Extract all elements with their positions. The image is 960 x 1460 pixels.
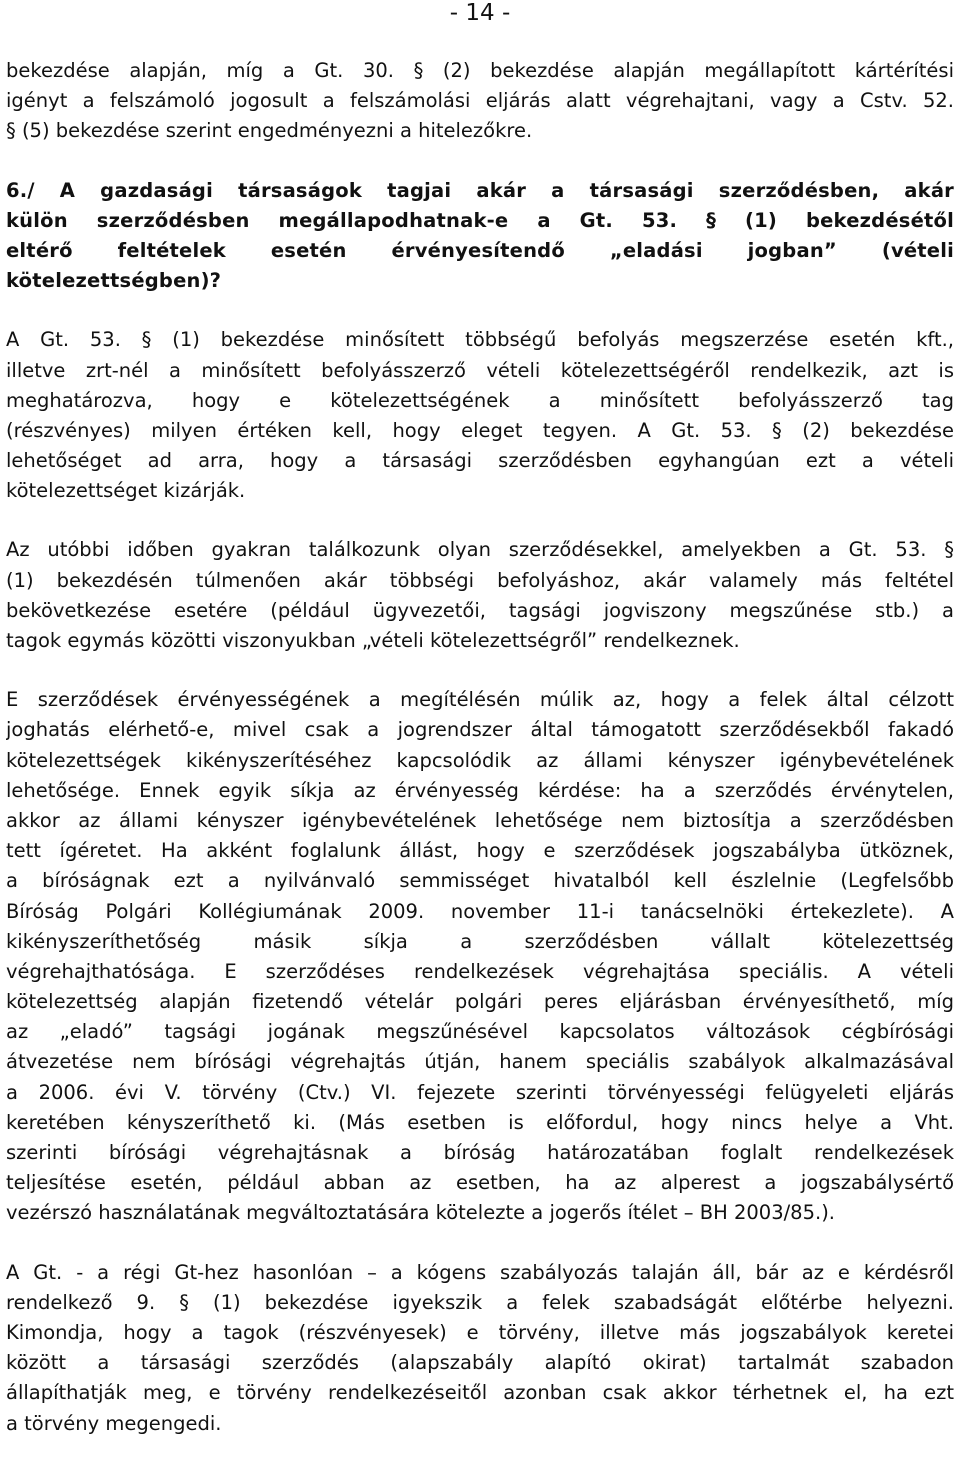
text-line: vezérszó használatának megváltoztatására kötelezte a jogerős ítélet – BH 2003/85.). — [6, 1201, 835, 1225]
text-line: tett ígéretet. Ha akként foglalunk állást, hogy e szerződések jogszabályba ütköznek, — [6, 839, 954, 863]
question-heading — [6, 176, 954, 297]
text-line: bekövetkezése esetére (például ügyvezetői, tagsági jogviszony megszűnése stb.) a — [6, 598, 954, 622]
text-line: kötelezettséget kizárják. — [6, 479, 246, 503]
text-line: az „eladó” tagsági jogának megszűnésével kapcsolatos változások cégbírósági — [6, 1020, 954, 1044]
text-line: szerinti bírósági végrehajtásnak a bíróság határozatában foglalt rendelkezések — [6, 1141, 954, 1164]
text-line: illetve zrt-nél a minősített befolyásszerző vételi kötelezettségéről rendelkezik, azt is — [6, 358, 954, 382]
text-line: a törvény megengedi. — [6, 1411, 222, 1435]
text-line: rendelkező 9. § (1) bekezdése igyekszik a felek szabadságát előtérbe helyezni. — [6, 1290, 954, 1314]
text-line: joghatás elérhető-e, mivel csak a jogrendszer által támogatott szerződésekből fakadó — [6, 718, 954, 742]
text-line: kikényszeríthetőség másik síkja a szerződésben vállalt kötelezettség — [6, 929, 954, 953]
paragraph — [6, 535, 954, 656]
text-line: között a társasági szerződés (alapszabály alapító okirat) tartalmát szabadon — [6, 1351, 954, 1375]
text-line: § (5) bekezdése szerint engedményezni a hitelezőkre. — [6, 119, 533, 143]
text-line: tagok egymás közötti viszonyukban „vételi kötelezettségről” rendelkeznek. — [6, 629, 740, 652]
text-line: (részvényes) milyen értéken kell, hogy eleget tegyen. A Gt. 53. § (2) bekezdése — [6, 418, 954, 442]
paragraph-gap — [6, 1229, 954, 1258]
paragraph — [6, 325, 954, 506]
text-line: végrehajthatósága. E szerződéses rendelkezések végrehajtása speciális. A vételi — [6, 959, 954, 983]
text-line: bekezdése alapján, míg a Gt. 30. § (2) bekezdése alapján megállapított kártérítési — [6, 59, 954, 82]
text-line: teljesítése esetén, például abban az esetben, ha az alperest a jogszabálysértő — [6, 1171, 954, 1195]
text-line: keretében kényszeríthető ki. (Más esetben is előfordul, hogy nincs helye a Vht. — [6, 1110, 954, 1134]
text-line: kötelezettségben)? — [6, 269, 222, 293]
text-line: lehetőséget ad arra, hogy a társasági szerződésben egyhangúan ezt a vételi — [6, 449, 954, 473]
paragraph — [6, 1258, 954, 1439]
text-line: eltérő feltételek esetén érvényesítendő „eladási jogban” (vételi — [6, 238, 954, 262]
paragraph — [6, 56, 954, 147]
paragraph-gap — [6, 656, 954, 685]
text-line: meghatározva, hogy e kötelezettségének a minősített befolyásszerző tag — [6, 388, 954, 412]
text-line: A Gt. 53. § (1) bekezdése minősített többségű befolyás megszerzése esetén kft., — [6, 328, 954, 352]
text-line: átvezetése nem bírósági végrehajtás útján, hanem speciális szabályok alkalmazásával — [6, 1050, 954, 1074]
paragraph-gap — [6, 506, 954, 535]
text-line: Az utóbbi időben gyakran találkozunk olyan szerződésekkel, amelyekben a Gt. 53. § — [6, 538, 954, 562]
text-line: külön szerződésben megállapodhatnak-e a Gt. 53. § (1) bekezdésétől — [6, 208, 954, 232]
text-line: 6./ A gazdasági társaságok tagjai akár a társasági szerződésben, akár — [6, 178, 954, 202]
text-line: kötelezettségek kikényszerítéséhez kapcsolódik az állami kényszer igénybevételének — [6, 748, 954, 772]
paragraph-gap — [6, 147, 954, 176]
text-line: a 2006. évi V. törvény (Ctv.) VI. fejezete szerinti törvényességi felügyeleti eljárás — [6, 1080, 954, 1104]
page-number: - 14 - — [449, 0, 511, 26]
text-line: állapíthatják meg, e törvény rendelkezéseitől azonban csak akkor térhetnek el, ha ezt — [6, 1381, 954, 1405]
text-line: (1) bekezdésén túlmenően akár többségi befolyáshoz, akár valamely más feltétel — [6, 568, 954, 592]
text-line: E szerződések érvényességének a megítélésén múlik az, hogy a felek által célzott — [6, 688, 954, 712]
text-line: a bíróságnak ezt a nyilvánvaló semmisséget hivatalból kell észlelnie (Legfelsőbb — [6, 869, 954, 893]
text-line: kötelezettség alapján fizetendő vételár polgári peres eljárásban érvényesíthető, míg — [6, 990, 954, 1014]
document-body — [6, 56, 954, 1439]
text-line: akkor az állami kényszer igénybevételének lehetősége nem biztosítja a szerződésben — [6, 808, 954, 832]
text-line: Bíróság Polgári Kollégiumának 2009. november 11-i tanácselnöki értekezlete). A — [6, 899, 954, 923]
text-line: igényt a felszámoló jogosult a felszámolási eljárás alatt végrehajtani, vagy a Cstv. 52. — [6, 89, 954, 113]
text-line: A Gt. - a régi Gt-hez hasonlóan – a kógens szabályozás talaján áll, bár az e kérdésről — [6, 1260, 954, 1284]
paragraph — [6, 685, 954, 1228]
text-line: Kimondja, hogy a tagok (részvényesek) e törvény, illetve más jogszabályok keretei — [6, 1320, 954, 1344]
text-line: lehetősége. Ennek egyik síkja az érvényesség kérdése: ha a szerződés érvénytelen, — [6, 778, 954, 802]
paragraph-gap — [6, 296, 954, 325]
